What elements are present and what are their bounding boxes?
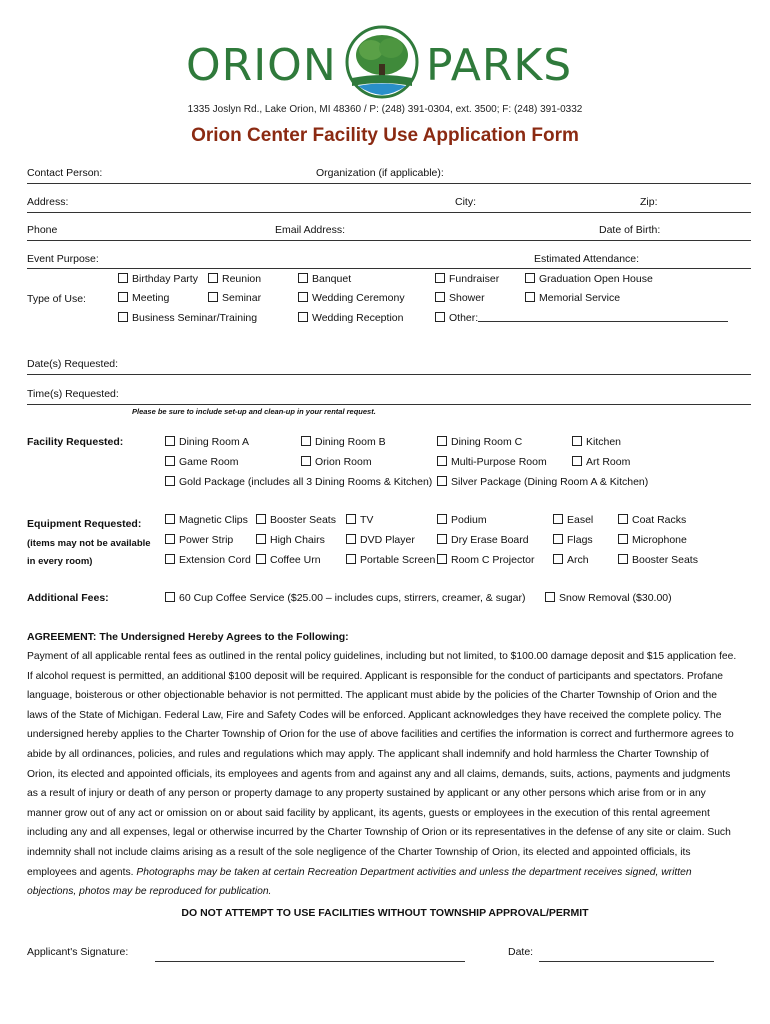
phone-label: Phone bbox=[27, 224, 58, 236]
checkbox-banquet[interactable]: Banquet bbox=[298, 273, 351, 285]
checkbox-graduation[interactable]: Graduation Open House bbox=[525, 273, 653, 285]
checkbox-microphone[interactable]: Microphone bbox=[618, 534, 687, 546]
other-input-line[interactable] bbox=[478, 321, 728, 322]
date-label: Date: bbox=[508, 946, 534, 958]
checkbox-dining-b[interactable]: Dining Room B bbox=[301, 436, 386, 448]
organization-label: Organization (if applicable): bbox=[316, 167, 444, 179]
checkbox-gold-package[interactable]: Gold Package (includes all 3 Dining Rooms & Kitchen) bbox=[165, 476, 432, 488]
logo-text-parks: PARKS bbox=[426, 40, 573, 91]
setup-note: Please be sure to include set-up and clean-up in your rental request. bbox=[132, 407, 376, 416]
checkbox-art-room[interactable]: Art Room bbox=[572, 456, 630, 468]
checkbox-multi-purpose[interactable]: Multi-Purpose Room bbox=[437, 456, 547, 468]
checkbox-wedding-ceremony[interactable]: Wedding Ceremony bbox=[298, 292, 405, 304]
page-title: Orion Center Facility Use Application Form bbox=[191, 125, 579, 146]
checkbox-silver-package[interactable]: Silver Package (Dining Room A & Kitchen) bbox=[437, 476, 648, 488]
checkbox-podium[interactable]: Podium bbox=[437, 514, 487, 526]
checkbox-extension-cord[interactable]: Extension Cord bbox=[165, 554, 251, 566]
attendance-label: Estimated Attendance: bbox=[534, 253, 640, 265]
signature-line[interactable] bbox=[155, 961, 465, 962]
checkbox-dining-c[interactable]: Dining Room C bbox=[437, 436, 522, 448]
checkbox-high-chairs[interactable]: High Chairs bbox=[256, 534, 325, 546]
approval-warning: DO NOT ATTEMPT TO USE FACILITIES WITHOUT TOWNSHIP APPROVAL/PERMIT bbox=[181, 907, 589, 919]
checkbox-booster-seats-1[interactable]: Booster Seats bbox=[256, 514, 336, 526]
checkbox-magnetic-clips[interactable]: Magnetic Clips bbox=[165, 514, 248, 526]
phone-line[interactable] bbox=[27, 240, 751, 241]
checkbox-orion-room[interactable]: Orion Room bbox=[301, 456, 372, 468]
zip-label: Zip: bbox=[640, 196, 658, 208]
checkbox-business-seminar[interactable]: Business Seminar/Training bbox=[118, 312, 257, 324]
checkbox-memorial[interactable]: Memorial Service bbox=[525, 292, 620, 304]
dates-requested-label: Date(s) Requested: bbox=[27, 358, 119, 370]
checkbox-flags[interactable]: Flags bbox=[553, 534, 593, 546]
checkbox-game-room[interactable]: Game Room bbox=[165, 456, 239, 468]
checkbox-reunion[interactable]: Reunion bbox=[208, 273, 261, 285]
dob-label: Date of Birth: bbox=[599, 224, 661, 236]
additional-fees-label: Additional Fees: bbox=[27, 592, 109, 604]
checkbox-dry-erase[interactable]: Dry Erase Board bbox=[437, 534, 529, 546]
dates-line[interactable] bbox=[27, 374, 751, 375]
equipment-label: Equipment Requested: bbox=[27, 518, 142, 530]
facility-label: Facility Requested: bbox=[27, 436, 124, 448]
checkbox-birthday-party[interactable]: Birthday Party bbox=[118, 273, 198, 285]
type-of-use-label: Type of Use: bbox=[27, 293, 86, 305]
checkbox-meeting[interactable]: Meeting bbox=[118, 292, 169, 304]
address-label: Address: bbox=[27, 196, 69, 208]
city-label: City: bbox=[455, 196, 476, 208]
header-address: 1335 Joslyn Rd., Lake Orion, MI 48360 / P: (248) 391-0304, ext. 3500; F: (248) 391-0332 bbox=[187, 104, 583, 115]
checkbox-portable-screen[interactable]: Portable Screen bbox=[346, 554, 435, 566]
checkbox-coffee-service[interactable]: 60 Cup Coffee Service ($25.00 – includes cups, stirrers, creamer, & sugar) bbox=[165, 592, 525, 604]
equipment-note-2: in every room) bbox=[27, 556, 93, 567]
checkbox-coffee-urn[interactable]: Coffee Urn bbox=[256, 554, 321, 566]
checkbox-coat-racks[interactable]: Coat Racks bbox=[618, 514, 686, 526]
checkbox-snow-removal[interactable]: Snow Removal ($30.00) bbox=[545, 592, 672, 604]
checkbox-easel[interactable]: Easel bbox=[553, 514, 593, 526]
event-purpose-line[interactable] bbox=[27, 268, 751, 269]
times-requested-label: Time(s) Requested: bbox=[27, 388, 119, 400]
checkbox-room-c-projector[interactable]: Room C Projector bbox=[437, 554, 534, 566]
checkbox-fundraiser[interactable]: Fundraiser bbox=[435, 273, 499, 285]
tree-logo-icon bbox=[344, 24, 420, 100]
checkbox-seminar[interactable]: Seminar bbox=[208, 292, 261, 304]
checkbox-power-strip[interactable]: Power Strip bbox=[165, 534, 233, 546]
checkbox-arch[interactable]: Arch bbox=[553, 554, 589, 566]
checkbox-dining-a[interactable]: Dining Room A bbox=[165, 436, 249, 448]
contact-person-label: Contact Person: bbox=[27, 167, 103, 179]
checkbox-booster-seats-2[interactable]: Booster Seats bbox=[618, 554, 698, 566]
contact-line[interactable] bbox=[27, 183, 751, 184]
date-line[interactable] bbox=[539, 961, 714, 962]
photo-notice: Photographs may be taken at certain Recreation Department activities and unless the department receives signed, written objections, photos may be reproduced for publication. bbox=[27, 866, 692, 898]
agreement-body: Payment of all applicable rental fees as outlined in the rental policy guidelines, including but not limited, to $100.00 damage deposit and $15 application fee. If alcohol request is permitted, an additional $100 deposit will be required. Applicant is responsible for the conduct of participants and spectators. Profane language, boisterous or other objectionable behavior is not permitted. The applicant must abide by the policies of the Charter Township of Orion and the laws of the State of Michigan. Federal Law, Fire and Safety Codes will be enforced. Applicant acknowledges they have received the complete policy. The undersigned hereby applies to the Charter Township of Orion for the use of above facilities and certifies the information is correct and furthermore agrees to abide by all ordinances, policies, and rules and regulations which may apply. The applicant shall indemnify and hold harmless the Charter Township of Orion, its elected and appointed officials, its employees and agents from and against any and all claims, demands, suits, actions, payments and judgments as a result of injury or death of any person or property damage to any property sustained by applicant or any other persons which arise from or in any manner grow out of any act or omission on or about said facility by applicant, its agents, guests or employees in the execution of this rental agreement including any and all expenses, legal or otherwise incurred by the Charter Township of Orion or its representatives in the defense of any site or claim. Such indemnity shall not include claims arising as a result of the sole negligence of the Charter Township of Orion, its elected and appointed officials, its employees and agents. Photographs may be taken at certain Recreation Department activities and unless the department receives signed, written objections, photos may be reproduced for publication. bbox=[27, 651, 737, 898]
checkbox-other[interactable]: Other: bbox=[435, 312, 478, 324]
agreement-heading: AGREEMENT: The Undersigned Hereby Agrees to the Following: bbox=[27, 631, 349, 643]
logo-text-orion: ORION bbox=[186, 40, 337, 91]
times-line[interactable] bbox=[27, 404, 751, 405]
email-label: Email Address: bbox=[275, 224, 346, 236]
checkbox-kitchen[interactable]: Kitchen bbox=[572, 436, 621, 448]
checkbox-shower[interactable]: Shower bbox=[435, 292, 485, 304]
checkbox-tv[interactable]: TV bbox=[346, 514, 373, 526]
applicant-signature-label: Applicant's Signature: bbox=[27, 946, 129, 958]
checkbox-dvd-player[interactable]: DVD Player bbox=[346, 534, 415, 546]
event-purpose-label: Event Purpose: bbox=[27, 253, 99, 265]
checkbox-wedding-reception[interactable]: Wedding Reception bbox=[298, 312, 403, 324]
equipment-note-1: (items may not be available bbox=[27, 538, 151, 549]
address-line[interactable] bbox=[27, 212, 751, 213]
